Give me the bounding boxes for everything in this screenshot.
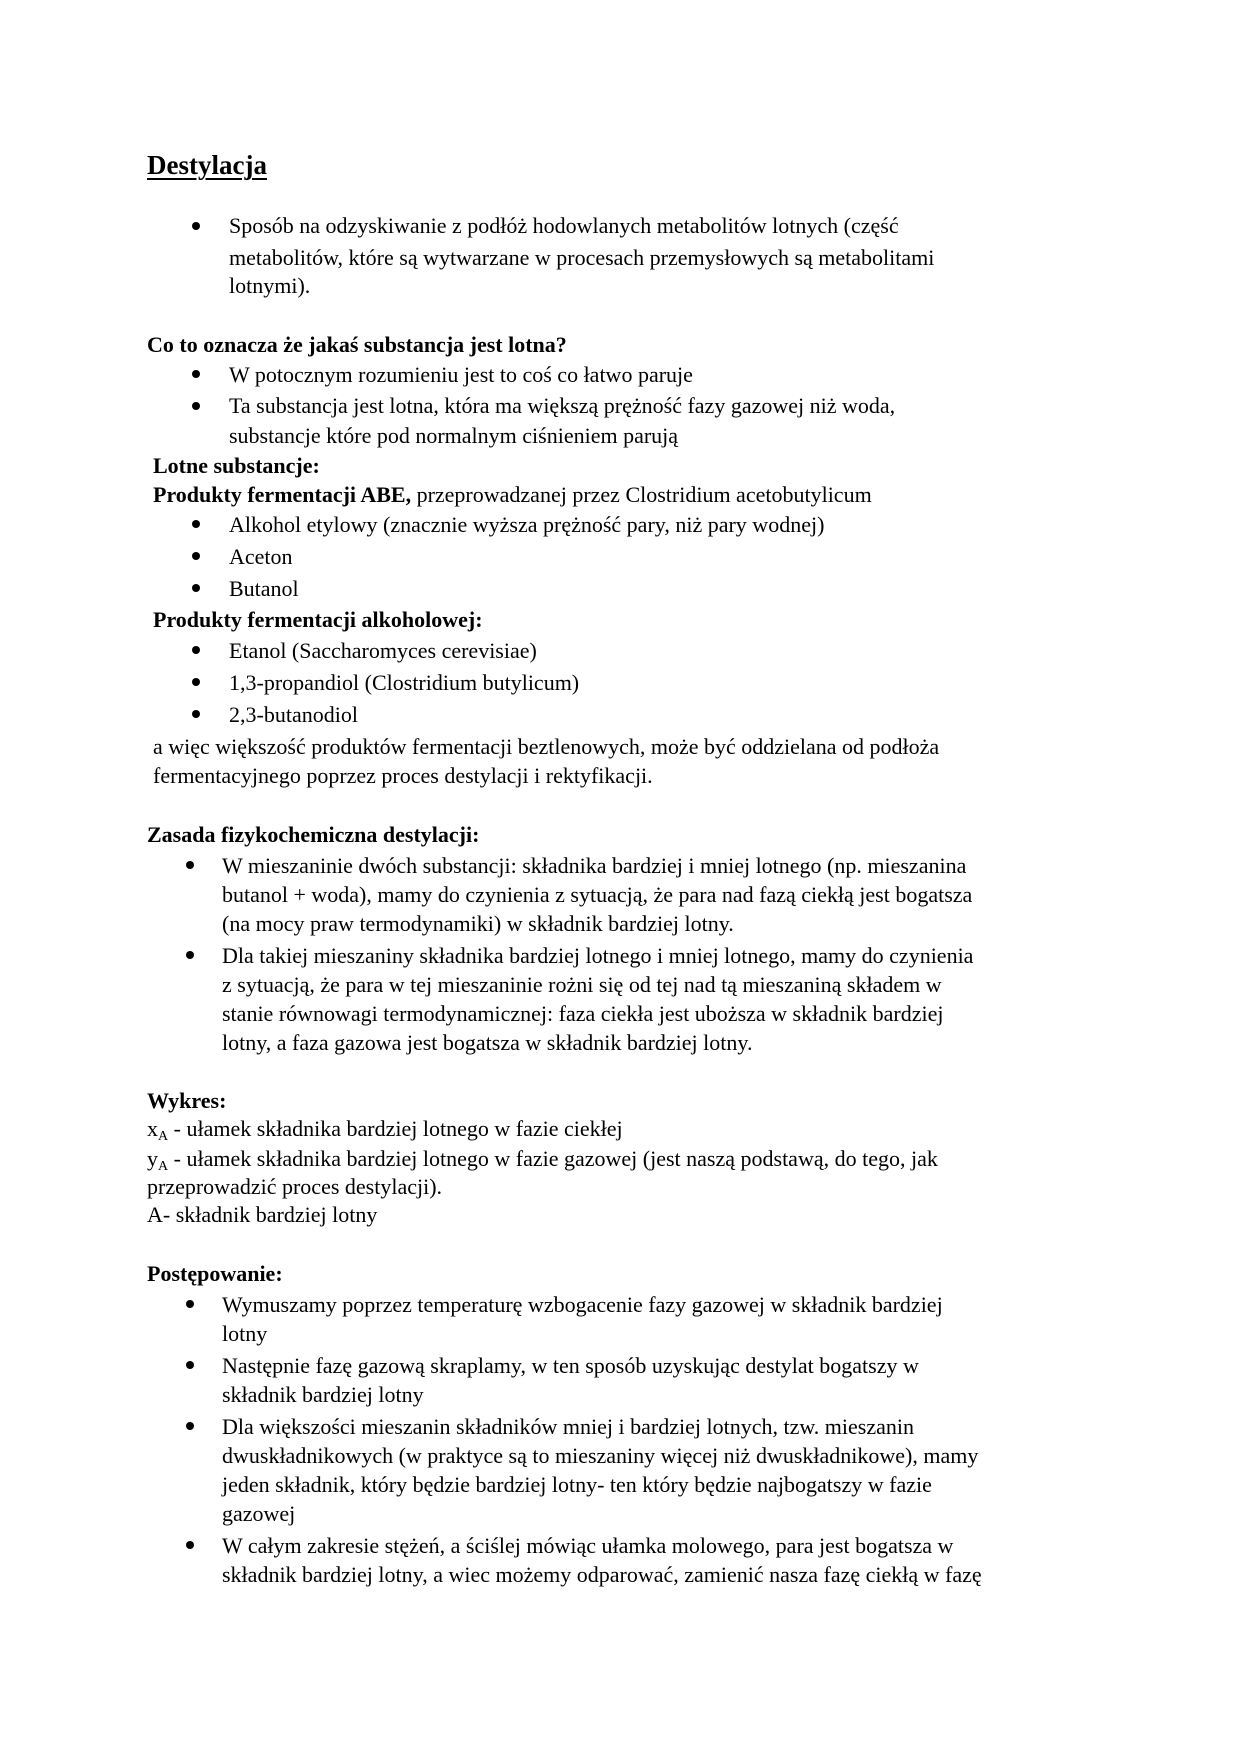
a-definition: A- składnik bardziej lotny — [147, 1202, 378, 1227]
xa-subscript: A — [158, 1129, 169, 1144]
intro-line: lotnymi). — [229, 273, 311, 298]
ya-definition — [147, 1144, 938, 1174]
list-item: stanie równowagi termodynamicznej: faza ciekła jest uboższa w składnik bardziej — [222, 1001, 944, 1026]
bullet-icon — [186, 1422, 194, 1430]
bullet-icon — [192, 370, 200, 378]
list-item: składnik bardziej lotny, a wiec możemy odparować, zamienić nasza fazę ciekłą w fazę — [222, 1562, 982, 1587]
section-heading: Lotne substancje: — [153, 453, 320, 478]
bullet-icon — [186, 1300, 194, 1308]
section-heading: Produkty fermentacji alkoholowej: — [153, 607, 483, 632]
list-item: 2,3-butanodiol — [229, 702, 358, 727]
summary-line: a więc większość produktów fermentacji beztlenowych, może być oddzielana od podłoża — [153, 734, 940, 759]
list-item: (na mocy praw termodynamiki) w składnik bardziej lotny. — [222, 911, 734, 936]
bullet-icon — [192, 710, 200, 718]
abe-line — [153, 480, 872, 510]
list-item: Etanol (Saccharomyces cerevisiae) — [229, 638, 537, 663]
bullet-icon — [192, 552, 200, 560]
list-item: W potocznym rozumieniu jest to coś co łatwo paruje — [229, 362, 693, 387]
bullet-icon — [192, 678, 200, 686]
list-item: Wymuszamy poprzez temperaturę wzbogacenie fazy gazowej w składnik bardziej — [222, 1292, 943, 1317]
list-item: dwuskładnikowych (w praktyce są to mieszaniny więcej niż dwuskładnikowe), mamy — [222, 1443, 979, 1468]
ya-text: - ułamek składnika bardziej lotnego w fazie gazowej (jest naszą podstawą, do tego, jak — [168, 1146, 938, 1171]
ya-variable: y — [147, 1146, 158, 1171]
list-item: lotny — [222, 1321, 268, 1346]
list-item: butanol + woda), mamy do czynienia z sytuacją, że para nad fazą ciekłą jest bogatsza — [222, 882, 973, 907]
section-heading: Wykres: — [147, 1088, 227, 1113]
ya-subscript: A — [158, 1159, 169, 1174]
intro-line: metabolitów, które są wytwarzane w procesach przemysłowych są metabolitami — [229, 245, 935, 270]
list-item: Butanol — [229, 576, 299, 601]
list-item: Dla większości mieszanin składników mniej i bardziej lotnych, tzw. mieszanin — [222, 1414, 915, 1439]
bullet-icon — [192, 584, 200, 592]
list-item: z sytuacją, że para w tej mieszaninie rożni się od tej nad tą mieszaniną składem w — [222, 972, 942, 997]
list-item: substancje które pod normalnym ciśnieniem parują — [229, 423, 679, 448]
list-item: Ta substancja jest lotna, która ma większą prężność fazy gazowej niż woda, — [229, 393, 896, 418]
xa-text: - ułamek składnika bardziej lotnego w fazie ciekłej — [168, 1116, 623, 1141]
list-item: W całym zakresie stężeń, a ściślej mówiąc ułamka molowego, para jest bogatsza w — [222, 1533, 954, 1558]
page-title: Destylacja — [147, 150, 267, 180]
section-heading: Co to oznacza że jakaś substancja jest lotna? — [147, 332, 567, 357]
bullet-icon — [186, 1541, 194, 1549]
xa-variable: x — [147, 1116, 158, 1141]
abe-bold: Produkty fermentacji ABE, — [153, 482, 412, 507]
list-item: 1,3-propandiol (Clostridium butylicum) — [229, 670, 580, 695]
list-item: składnik bardziej lotny — [222, 1382, 424, 1407]
list-item: gazowej — [222, 1501, 296, 1526]
section-heading: Postępowanie: — [147, 1261, 283, 1286]
bullet-icon — [186, 1361, 194, 1369]
section-heading: Zasada fizykochemiczna destylacji: — [147, 822, 480, 847]
list-item: lotny, a faza gazowa jest bogatsza w składnik bardziej lotny. — [222, 1030, 753, 1055]
bullet-icon — [186, 951, 194, 959]
list-item: Aceton — [229, 544, 293, 569]
list-item: W mieszaninie dwóch substancji: składnika bardziej i mniej lotnego (np. mieszanina — [222, 853, 967, 878]
bullet-icon — [192, 222, 200, 230]
bullet-icon — [186, 861, 194, 869]
intro-line: Sposób na odzyskiwanie z podłóż hodowlanych metabolitów lotnych (część — [229, 213, 899, 238]
abe-rest: przeprowadzanej przez Clostridium acetobutylicum — [411, 482, 872, 507]
bullet-icon — [192, 520, 200, 528]
xa-definition — [147, 1114, 623, 1144]
list-item: Alkohol etylowy (znacznie wyższa prężność pary, niż pary wodnej) — [229, 512, 825, 537]
bullet-icon — [192, 646, 200, 654]
list-item: jeden składnik, który będzie bardziej lotny- ten który będzie najbogatszy w fazie — [222, 1472, 932, 1497]
list-item: Dla takiej mieszaniny składnika bardziej lotnego i mniej lotnego, mamy do czynienia — [222, 943, 974, 968]
summary-line: fermentacyjnego poprzez proces destylacji i rektyfikacji. — [153, 763, 653, 788]
bullet-icon — [192, 402, 200, 410]
list-item: Następnie fazę gazową skraplamy, w ten sposób uzyskując destylat bogatszy w — [222, 1353, 919, 1378]
ya-definition-cont: przeprowadzić proces destylacji). — [147, 1174, 443, 1199]
